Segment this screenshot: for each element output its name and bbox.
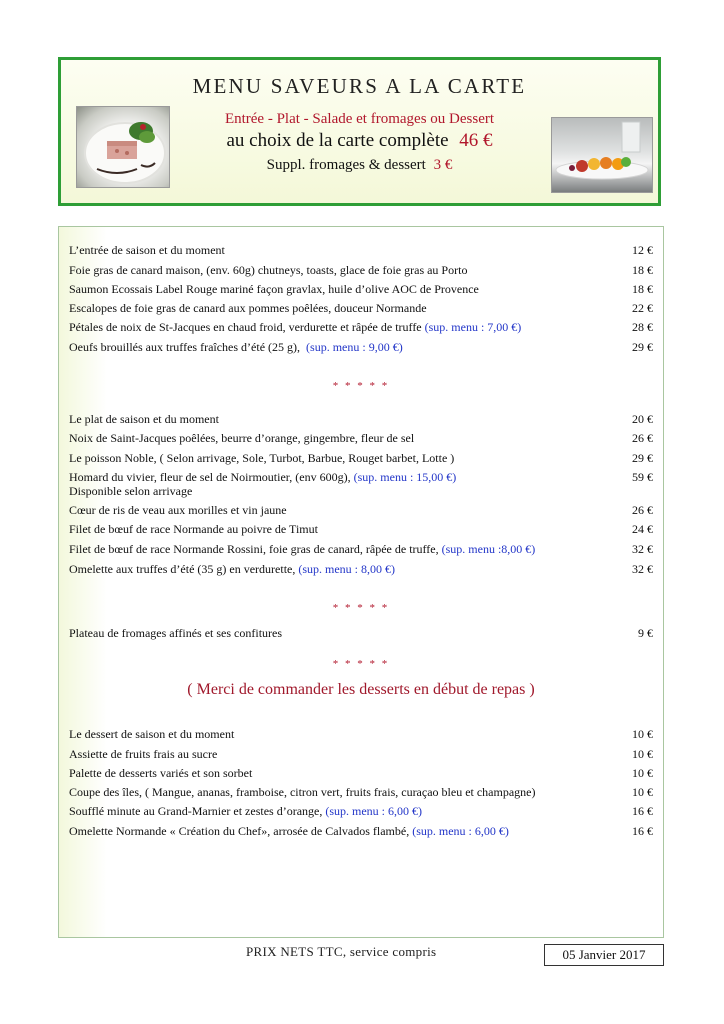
menu-item bbox=[69, 501, 653, 519]
item-price: 9 € bbox=[638, 626, 653, 640]
item-label: Foie gras de canard maison, (env. 60g) chutneys, toasts, glace de foie gras au Porto bbox=[69, 263, 468, 277]
item-label: Saumon Ecossais Label Rouge mariné façon gravlax, huile d’olive AOC de Provence bbox=[69, 282, 479, 296]
item-label: Noix de Saint-Jacques poêlées, beurre d’orange, gingembre, fleur de sel bbox=[69, 431, 415, 445]
menu-item bbox=[69, 338, 653, 356]
item-price: 26 € bbox=[632, 503, 653, 517]
dessert-order-notice: ( Merci de commander les desserts en début de repas ) bbox=[187, 681, 535, 698]
item-label: Filet de bœuf de race Normande Rossini, foie gras de canard, râpée de truffe, bbox=[69, 542, 439, 556]
item-label: Le dessert de saison et du moment bbox=[69, 727, 235, 741]
section-separator: * * * * * bbox=[332, 658, 390, 670]
menu-item bbox=[69, 624, 653, 642]
menu-item bbox=[69, 540, 653, 558]
menu-header bbox=[58, 57, 661, 206]
item-supplement: (sup. menu : 6,00 €) bbox=[325, 804, 423, 818]
item-price: 18 € bbox=[632, 282, 653, 296]
section-separator: * * * * * bbox=[332, 602, 390, 614]
item-price: 26 € bbox=[632, 431, 653, 445]
supplement-text: Suppl. fromages & dessert bbox=[266, 157, 426, 173]
menu-item bbox=[69, 449, 653, 467]
menu-subtitle: Entrée - Plat - Salade et fromages ou Dessert bbox=[224, 111, 495, 127]
item-price: 10 € bbox=[632, 766, 653, 780]
item-price: 24 € bbox=[632, 522, 653, 536]
item-label: Omelette Normande « Création du Chef», arrosée de Calvados flambé, bbox=[69, 824, 410, 838]
dessert-photo bbox=[551, 117, 653, 193]
item-price: 29 € bbox=[632, 451, 653, 465]
supplement-line bbox=[61, 157, 658, 174]
item-price: 16 € bbox=[632, 824, 653, 838]
item-label: Le plat de saison et du moment bbox=[69, 412, 219, 426]
menu-item bbox=[69, 520, 653, 538]
item-label: Omelette aux truffes d’été (35 g) en verdurette, bbox=[69, 562, 296, 576]
item-supplement: (sup. menu : 6,00 €) bbox=[412, 824, 509, 838]
item-label: Escalopes de foie gras de canard aux pommes poêlées, douceur Normande bbox=[69, 301, 427, 315]
menu-item bbox=[69, 764, 653, 782]
item-label: Palette de desserts variés et son sorbet bbox=[69, 766, 253, 780]
item-price: 59 € bbox=[632, 470, 653, 484]
menu-item bbox=[69, 783, 653, 801]
menu-item bbox=[69, 299, 653, 317]
menu-item bbox=[69, 470, 653, 502]
item-supplement: (sup. menu : 8,00 €) bbox=[298, 562, 396, 576]
menu-item bbox=[69, 822, 653, 840]
item-label: Cœur de ris de veau aux morilles et vin jaune bbox=[69, 503, 287, 517]
section-separator: * * * * * bbox=[332, 380, 390, 392]
item-label: L’entrée de saison et du moment bbox=[69, 243, 225, 257]
item-label: Le poisson Noble, ( Selon arrivage, Sole, Turbot, Barbue, Rouget barbet, Lotte ) bbox=[69, 451, 455, 465]
choice-text: au choix de la carte complète bbox=[226, 130, 449, 151]
item-supplement: (sup. menu : 7,00 €) bbox=[424, 320, 522, 334]
item-label: Oeufs brouillés aux truffes fraîches d’été (25 g), bbox=[69, 340, 301, 354]
item-price: 10 € bbox=[632, 747, 653, 761]
item-price: 10 € bbox=[632, 785, 653, 799]
item-label: Assiette de fruits frais au sucre bbox=[69, 747, 218, 761]
item-price: 18 € bbox=[632, 263, 653, 277]
item-price: 28 € bbox=[632, 320, 653, 334]
item-supplement: (sup. menu : 15,00 €) bbox=[353, 470, 457, 484]
item-label: Soufflé minute au Grand-Marnier et zestes d’orange, bbox=[69, 804, 323, 818]
menu-item bbox=[69, 410, 653, 428]
item-note: Disponible selon arrivage bbox=[69, 484, 193, 498]
menu-item bbox=[69, 560, 653, 578]
menu-item bbox=[69, 318, 653, 336]
supplement-price: 3 € bbox=[433, 157, 453, 173]
item-supplement: (sup. menu : 9,00 €) bbox=[306, 340, 403, 354]
menu-item bbox=[69, 241, 653, 259]
item-label: Filet de bœuf de race Normande au poivre de Timut bbox=[69, 522, 318, 536]
item-price: 10 € bbox=[632, 727, 653, 741]
item-price: 22 € bbox=[632, 301, 653, 315]
menu-item bbox=[69, 802, 653, 820]
item-price: 32 € bbox=[632, 562, 653, 576]
menu-date: 05 Janvier 2017 bbox=[544, 944, 664, 966]
menu-item bbox=[69, 745, 653, 763]
menu-item bbox=[69, 280, 653, 298]
item-label: Homard du vivier, fleur de sel de Noirmoutier, (env 600g), bbox=[69, 470, 351, 484]
menu-title: MENU SAVEURS A LA CARTE bbox=[192, 74, 527, 98]
item-price: 16 € bbox=[632, 804, 653, 818]
price-note: PRIX NETS TTC, service compris bbox=[246, 944, 437, 959]
menu-choice bbox=[61, 130, 658, 152]
item-label: Plateau de fromages affinés et ses confitures bbox=[69, 626, 283, 640]
item-price: 20 € bbox=[632, 412, 653, 426]
menu-item bbox=[69, 429, 653, 447]
item-supplement: (sup. menu :8,00 €) bbox=[441, 542, 536, 556]
item-price: 32 € bbox=[632, 542, 653, 556]
item-price: 12 € bbox=[632, 243, 653, 257]
item-label: Coupe des îles, ( Mangue, ananas, framboise, citron vert, fruits frais, curaçao bleu et champagne) bbox=[69, 785, 536, 799]
menu-item bbox=[69, 725, 653, 743]
menu-price: 46 € bbox=[459, 130, 493, 151]
item-price: 29 € bbox=[632, 340, 653, 354]
menu-item bbox=[69, 261, 653, 279]
item-label: Pétales de noix de St-Jacques en chaud froid, verdurette et râpée de truffe bbox=[69, 320, 422, 334]
